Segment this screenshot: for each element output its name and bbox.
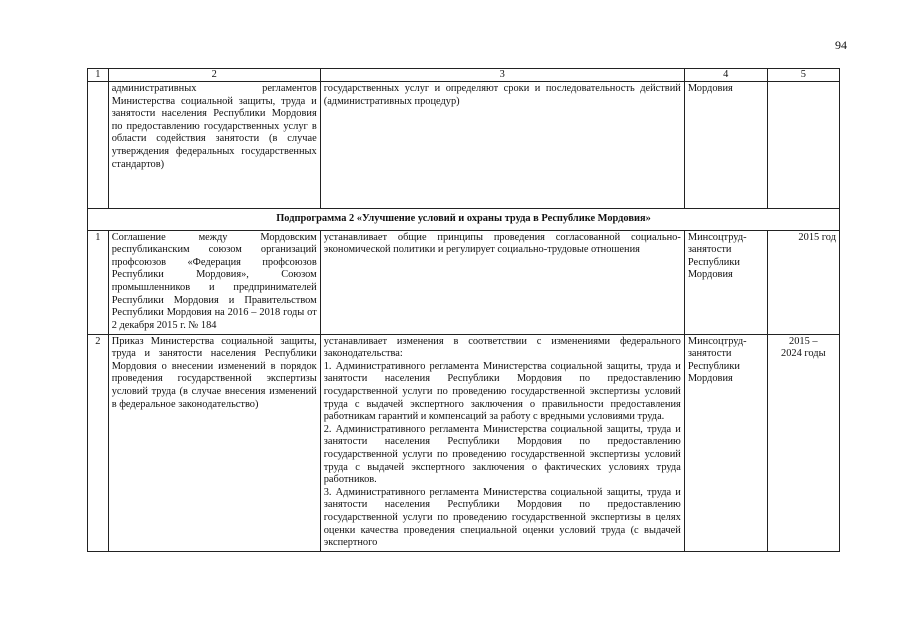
row-number-cell: 2 (88, 334, 109, 551)
header-col-4: 4 (684, 69, 767, 82)
description-item-1: 1. Административного регламента Министерства социальной защиты, труда и занятости населения Республики Мордовия по предоставлению государственной услуги по проведению государственной экспертизы условий труда с выдачей экспертного заключения о правильности предоставления работникам гарантий и компенсаций за работу с вредными условиями труда. (323, 360, 681, 423)
header-col-5: 5 (767, 69, 839, 82)
description-item-3: 3. Административного регламента Министерства социальной защиты, труда и занятости населения Республики Мордовия по предоставлению государственной услуги по проведению государственной экспертизы в целях оценки качества проведения специальной оценки условий труда (с выдачей экспертного (323, 486, 681, 549)
description-cell: устанавливает общие принципы проведения согласованной социально-экономической политики и регулирует социально-трудовые отношения (320, 230, 684, 334)
page-number: 94 (835, 38, 847, 52)
description-cell (320, 334, 684, 551)
document-name-cell: Соглашение между Мордовским республиканским союзом организаций профсоюзов «Федерация профсоюзов Республики Мордовия», Союзом промышленников и предпринимателей Республики Мордовия и Правительством Республики Мордовия на 2016 – 2018 годы от 2 декабря 2015 г. № 184 (108, 230, 320, 334)
deadline-cell (767, 82, 839, 209)
document-name-cell: административных регламентов Министерства социальной защиты, труда и занятости населения Республики Мордовия по предоставлению государственных услуг в области содействия занятости (в случае утверждения федеральных государственных стандартов) (108, 82, 320, 209)
description-item-2: 2. Административного регламента Министерства социальной защиты, труда и занятости населения Республики Мордовия по предоставлению государственной услуги по проведению государственной экспертизы условий труда с выдачей экспертного заключения о фактических условиях труда работников. (323, 423, 681, 486)
table-row (88, 334, 840, 551)
header-col-2: 2 (108, 69, 320, 82)
document-name-cell: Приказ Министерства социальной защиты, труда и занятости населения Республики Мордовия о внесении изменений в порядок проведения государственной экспертизы условий труда (в случае внесения изменений в федеральное законодательство) (108, 334, 320, 551)
row-number-cell: 1 (88, 230, 109, 334)
description-cell: государственных услуг и определяют сроки и последовательность действий (административных процедур) (320, 82, 684, 209)
executor-cell: Минсоцтруд- занятости Республики Мордовия (684, 230, 767, 334)
deadline-cell: 2015 год (767, 230, 839, 334)
subprogram-title: Подпрограмма 2 «Улучшение условий и охраны труда в Республике Мордовия» (88, 209, 840, 231)
row-number-cell (88, 82, 109, 209)
table-row (88, 230, 840, 334)
header-col-3: 3 (320, 69, 684, 82)
program-table (87, 68, 840, 552)
description-intro: устанавливает изменения в соответствии с изменениями федерального законодательства: (323, 335, 681, 360)
table-row (88, 82, 840, 209)
executor-cell: Минсоцтруд- занятости Республики Мордовия (684, 334, 767, 551)
header-row (88, 69, 840, 82)
header-col-1: 1 (88, 69, 109, 82)
subprogram-row (88, 209, 840, 231)
executor-cell: Мордовия (684, 82, 767, 209)
deadline-cell: 2015 – 2024 годы (767, 334, 839, 551)
